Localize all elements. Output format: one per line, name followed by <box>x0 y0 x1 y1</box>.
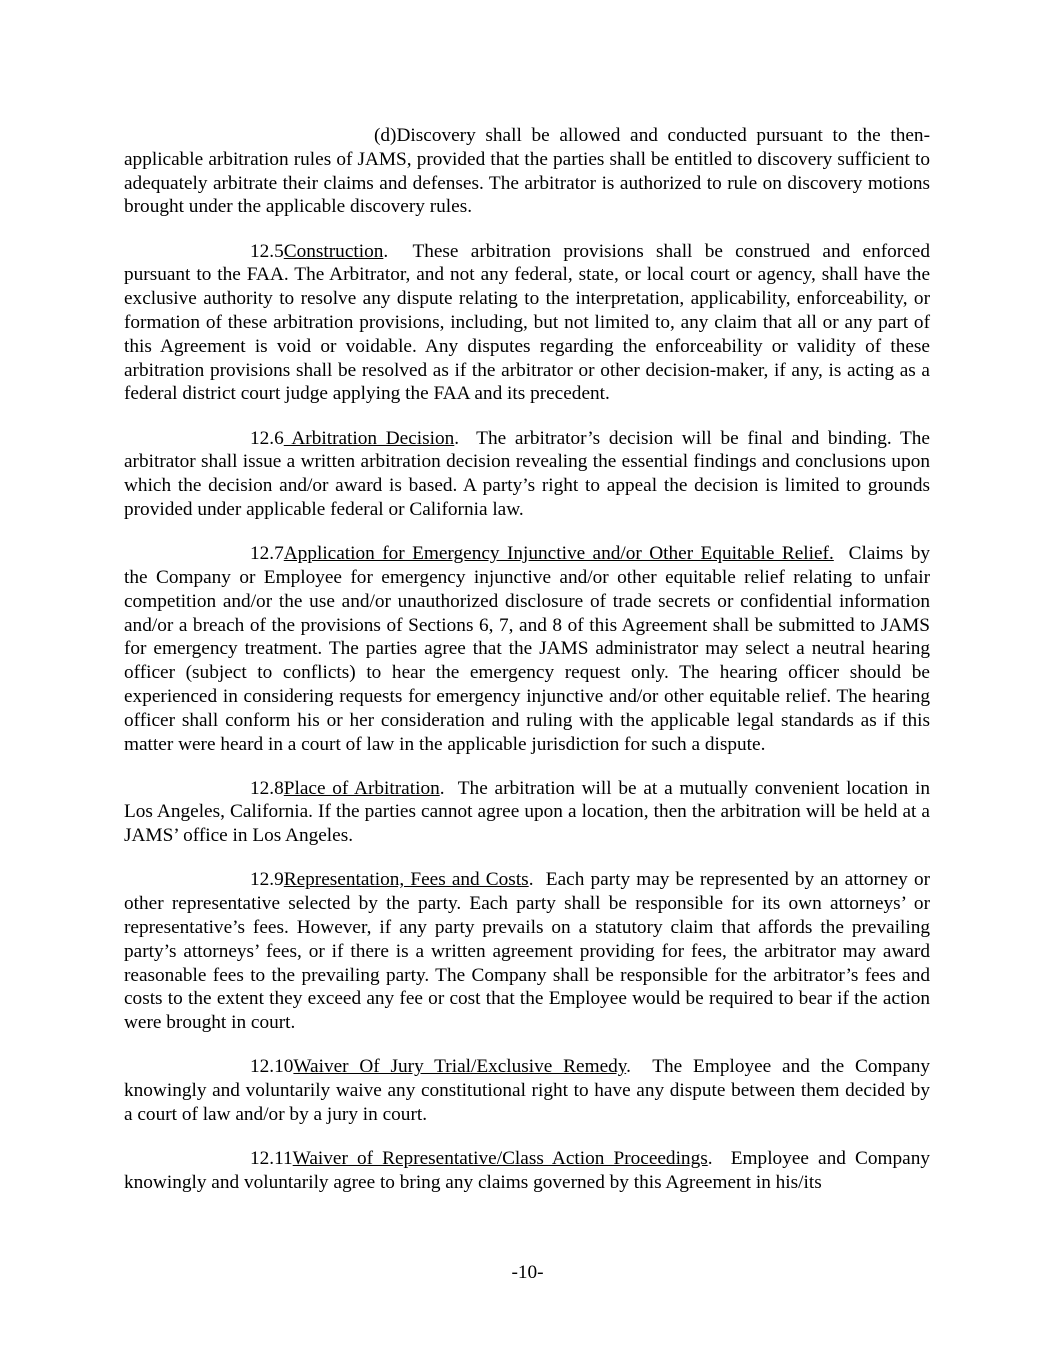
paragraph-number: 12.10 <box>250 1056 294 1078</box>
paragraph-heading: Waiver Of Jury Trial/Exclusive Remedy <box>293 1056 627 1078</box>
paragraph-d <box>124 124 930 219</box>
paragraph-12-11 <box>124 1147 930 1195</box>
paragraph-text: The arbitration will be at a mutually convenient location in Los Angeles, California. If the parties cannot agree upon a location, then the arbitration will be held at a JAMS’ office in Los Angeles. <box>124 777 930 847</box>
paragraph-text: The arbitrator’s decision will be final and binding. The arbitrator shall issue a written arbitration decision revealing the essential findings and conclusions upon which the decision and/or award is based. A party’s right to appeal the decision is limited to grounds provided under applicable federal or California law. <box>124 427 930 520</box>
paragraph-text: Employee and Company knowingly and voluntarily agree to bring any claims governed by this Agreement in his/its <box>124 1148 930 1194</box>
paragraph-text: Discovery shall be allowed and conducted pursuant to the then-applicable arbitration rules of JAMS, provided that the parties shall be entitled to discovery sufficient to adequately arbitrate their claims and defenses. The arbitrator is authorized to rule on discovery motions brought under the applicable discovery rules. <box>124 125 930 218</box>
paragraph-12-7 <box>124 542 930 756</box>
paragraph-number: (d) <box>374 125 397 146</box>
heading-suffix: . <box>626 1056 631 1078</box>
heading-suffix: . <box>528 869 534 891</box>
paragraph-heading: Waiver of Representative/Class Action Proceedings <box>292 1148 708 1170</box>
paragraph-text: Claims by the Company or Employee for emergency injunctive and/or other equitable relief relating to unfair competition and/or the use and/or unauthorized disclosure of trade secrets or confidential information and/or a breach of the provisions of Sections 6, 7, and 8 of this Agreement shall be submitted to JAMS for emergency treatment. The parties agree that the JAMS administrator may select a neutral hearing officer (subject to conflicts) to hear the emergency request only. The hearing officer should be experienced in considering requests for emergency injunctive and/or other equitable relief. The hearing officer shall conform his or her consideration and ruling with the applicable legal standards as if this matter were heard in a court of law in the applicable jurisdiction for such a dispute. <box>124 543 930 755</box>
document-body <box>124 124 930 1215</box>
paragraph-text: The Employee and the Company knowingly and voluntarily waive any constitutional right to have any dispute between them decided by a court of law and/or by a jury in court. <box>124 1056 930 1126</box>
paragraph-heading: Place of Arbitration <box>283 777 440 799</box>
paragraph-number: 12.6 <box>250 427 284 449</box>
paragraph-text: Each party may be represented by an attorney or other representative selected by the party. Each party shall be responsible for its own attorneys’ or representative’s fees. However, if any party prevails on a statutory claim that affords the prevailing party’s attorneys’ fees, or if there is a written agreement providing for fees, the arbitrator may award reasonable fees to the prevailing party. The Company shall be responsible for the arbitrator’s fees and costs to the extent they exceed any fee or cost that the Employee would be required to bear if the action were brought in court. <box>124 869 931 1034</box>
paragraph-number: 12.7 <box>250 543 284 565</box>
page-number: -10- <box>511 1262 544 1283</box>
paragraph-12-5 <box>124 240 930 407</box>
paragraph-heading: Arbitration Decision <box>283 427 455 449</box>
paragraph-12-10 <box>124 1055 930 1126</box>
paragraph-heading: Construction <box>283 240 384 262</box>
paragraph-12-9 <box>124 868 930 1035</box>
paragraph-12-6 <box>124 427 930 522</box>
heading-suffix: . <box>454 427 460 449</box>
paragraph-12-8 <box>124 777 930 848</box>
paragraph-number: 12.11 <box>250 1148 293 1170</box>
heading-suffix: . <box>383 240 389 262</box>
paragraph-number: 12.5 <box>250 240 284 262</box>
paragraph-heading: Application for Emergency Injunctive and/or Other Equitable Relief. <box>283 543 834 565</box>
paragraph-text: These arbitration provisions shall be construed and enforced pursuant to the FAA. The Arbitrator, and not any federal, state, or local court or agency, shall have the exclusive authority to resolve any dispute relating to the interpretation, applicability, enforceability, or formation of these arbitration provisions, including, but not limited to, any claim that all or any part of this Agreement is void or voidable. Any disputes regarding the enforceability or validity of these arbitration provisions shall be resolved as if the arbitrator or other decision-maker, if any, is acting as a federal district court judge applying the FAA and its precedent. <box>124 240 930 405</box>
paragraph-number: 12.8 <box>250 777 284 799</box>
heading-suffix: . <box>439 777 445 799</box>
paragraph-heading: Representation, Fees and Costs <box>283 869 529 891</box>
heading-suffix: . <box>707 1148 713 1170</box>
paragraph-number: 12.9 <box>250 869 284 891</box>
